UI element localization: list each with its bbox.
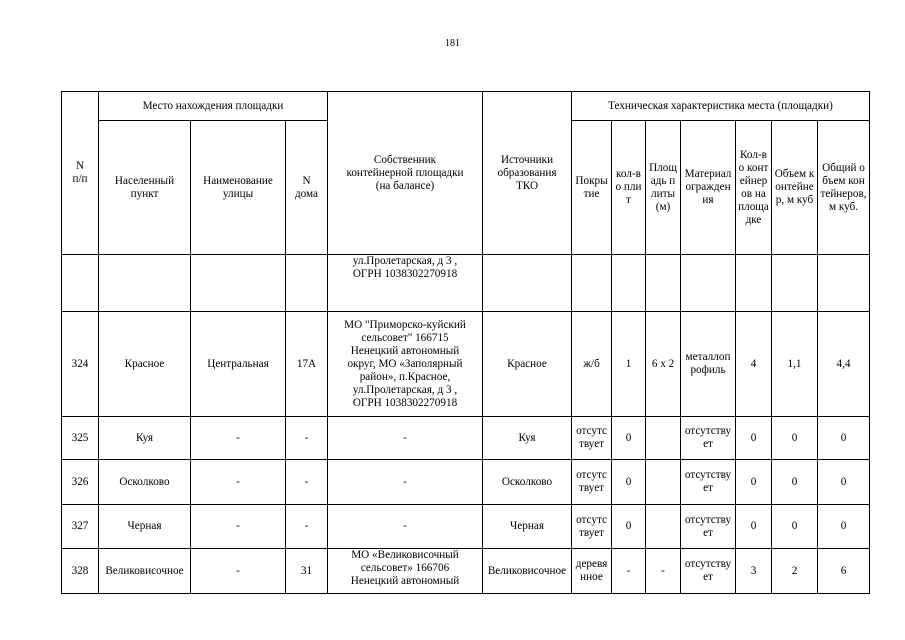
cell-volume: 0 <box>772 417 818 460</box>
cell-street: - <box>191 549 286 594</box>
cell-slabs: 0 <box>612 417 646 460</box>
cell-containers <box>736 255 772 312</box>
cell-house: 17А <box>286 312 328 417</box>
cell-house: - <box>286 460 328 505</box>
table-row <box>62 417 870 460</box>
cell-street: Центральная <box>191 312 286 417</box>
header-container-volume: Объем контейнер, м куб <box>772 121 818 255</box>
page-number: 181 <box>445 38 460 49</box>
cell-source <box>483 255 572 312</box>
cell-source: Осколково <box>483 460 572 505</box>
cell-num <box>62 255 99 312</box>
register-table <box>61 91 870 594</box>
cell-house: - <box>286 505 328 549</box>
cell-settlement: Великовисочное <box>99 549 191 594</box>
cell-num: 328 <box>62 549 99 594</box>
cell-coating: отсутствует <box>572 460 612 505</box>
header-owner: Собственник контейнерной площадки (на балансе) <box>328 92 483 255</box>
cell-area <box>646 460 681 505</box>
cell-slabs: 1 <box>612 312 646 417</box>
cell-total: 4,4 <box>818 312 870 417</box>
cell-volume <box>772 255 818 312</box>
cell-owner: - <box>328 460 483 505</box>
cell-slabs: 0 <box>612 460 646 505</box>
cell-coating <box>572 255 612 312</box>
cell-area: 6 х 2 <box>646 312 681 417</box>
cell-slabs: - <box>612 549 646 594</box>
table-row <box>62 505 870 549</box>
cell-owner: - <box>328 417 483 460</box>
cell-house: 31 <box>286 549 328 594</box>
header-settlement: Населенный пункт <box>99 121 191 255</box>
cell-settlement: Куя <box>99 417 191 460</box>
header-tech-group: Техническая характеристика места (площадки) <box>572 92 870 121</box>
header-sources: Источники образования ТКО <box>483 92 572 255</box>
cell-containers: 3 <box>736 549 772 594</box>
cell-street: - <box>191 505 286 549</box>
cell-street: - <box>191 460 286 505</box>
cell-fence: отсутствует <box>681 460 736 505</box>
cell-owner: ул.Пролетарская, д 3 , ОГРН 1038302270918 <box>328 255 483 312</box>
cell-coating: ж/б <box>572 312 612 417</box>
header-container-count: Кол-во контейнеров на площадке <box>736 121 772 255</box>
header-street: Наименование улицы <box>191 121 286 255</box>
cell-area <box>646 505 681 549</box>
table-row <box>62 549 870 594</box>
cell-containers: 0 <box>736 505 772 549</box>
table-row <box>62 312 870 417</box>
header-slab-area: Площадь плиты (м) <box>646 121 681 255</box>
cell-house: - <box>286 417 328 460</box>
cell-source: Черная <box>483 505 572 549</box>
cell-settlement: Красное <box>99 312 191 417</box>
cell-area <box>646 417 681 460</box>
cell-fence <box>681 255 736 312</box>
header-total-volume: Общий объем контейнеров, м куб. <box>818 121 870 255</box>
cell-volume: 0 <box>772 505 818 549</box>
cell-area <box>646 255 681 312</box>
cell-fence: отсутствует <box>681 505 736 549</box>
cell-coating: отсутствует <box>572 417 612 460</box>
cell-coating: деревянное <box>572 549 612 594</box>
cell-volume: 0 <box>772 460 818 505</box>
cell-settlement: Осколково <box>99 460 191 505</box>
cell-total: 0 <box>818 417 870 460</box>
cell-coating: отсутствует <box>572 505 612 549</box>
cell-street: - <box>191 417 286 460</box>
header-num: N п/п <box>62 92 99 255</box>
header-slab-count: кол-во плит <box>612 121 646 255</box>
cell-owner: МО "Приморско-куйский сельсовет" 166715 Ненецкий автономный округ, МО «Заполярный район», п.Красное, ул.Пролетарская, д 3 , ОГРН 1038302270918 <box>328 312 483 417</box>
cell-owner: МО «Великовисочный сельсовет» 166706 Ненецкий автономный <box>328 549 483 594</box>
cell-total: 0 <box>818 460 870 505</box>
header-fence: Материал ограждения <box>681 121 736 255</box>
cell-total: 0 <box>818 505 870 549</box>
cell-containers: 4 <box>736 312 772 417</box>
cell-settlement: Черная <box>99 505 191 549</box>
cell-fence: отсутствует <box>681 417 736 460</box>
cell-total: 6 <box>818 549 870 594</box>
cell-source: Красное <box>483 312 572 417</box>
header-coating: Покрытие <box>572 121 612 255</box>
cell-volume: 2 <box>772 549 818 594</box>
cell-containers: 0 <box>736 460 772 505</box>
cell-source: Великовисочное <box>483 549 572 594</box>
header-house: N дома <box>286 121 328 255</box>
cell-slabs: 0 <box>612 505 646 549</box>
cell-source: Куя <box>483 417 572 460</box>
header-row-1 <box>62 92 870 121</box>
cell-fence: отсутствует <box>681 549 736 594</box>
cell-area: - <box>646 549 681 594</box>
cell-total <box>818 255 870 312</box>
cell-num: 326 <box>62 460 99 505</box>
cell-settlement <box>99 255 191 312</box>
header-location-group: Место нахождения площадки <box>99 92 328 121</box>
cell-containers: 0 <box>736 417 772 460</box>
cell-house <box>286 255 328 312</box>
cell-slabs <box>612 255 646 312</box>
table-row <box>62 460 870 505</box>
cell-num: 325 <box>62 417 99 460</box>
cell-num: 327 <box>62 505 99 549</box>
cell-fence: металлопрофиль <box>681 312 736 417</box>
cell-volume: 1,1 <box>772 312 818 417</box>
table-row <box>62 255 870 312</box>
cell-num: 324 <box>62 312 99 417</box>
cell-owner: - <box>328 505 483 549</box>
cell-street <box>191 255 286 312</box>
